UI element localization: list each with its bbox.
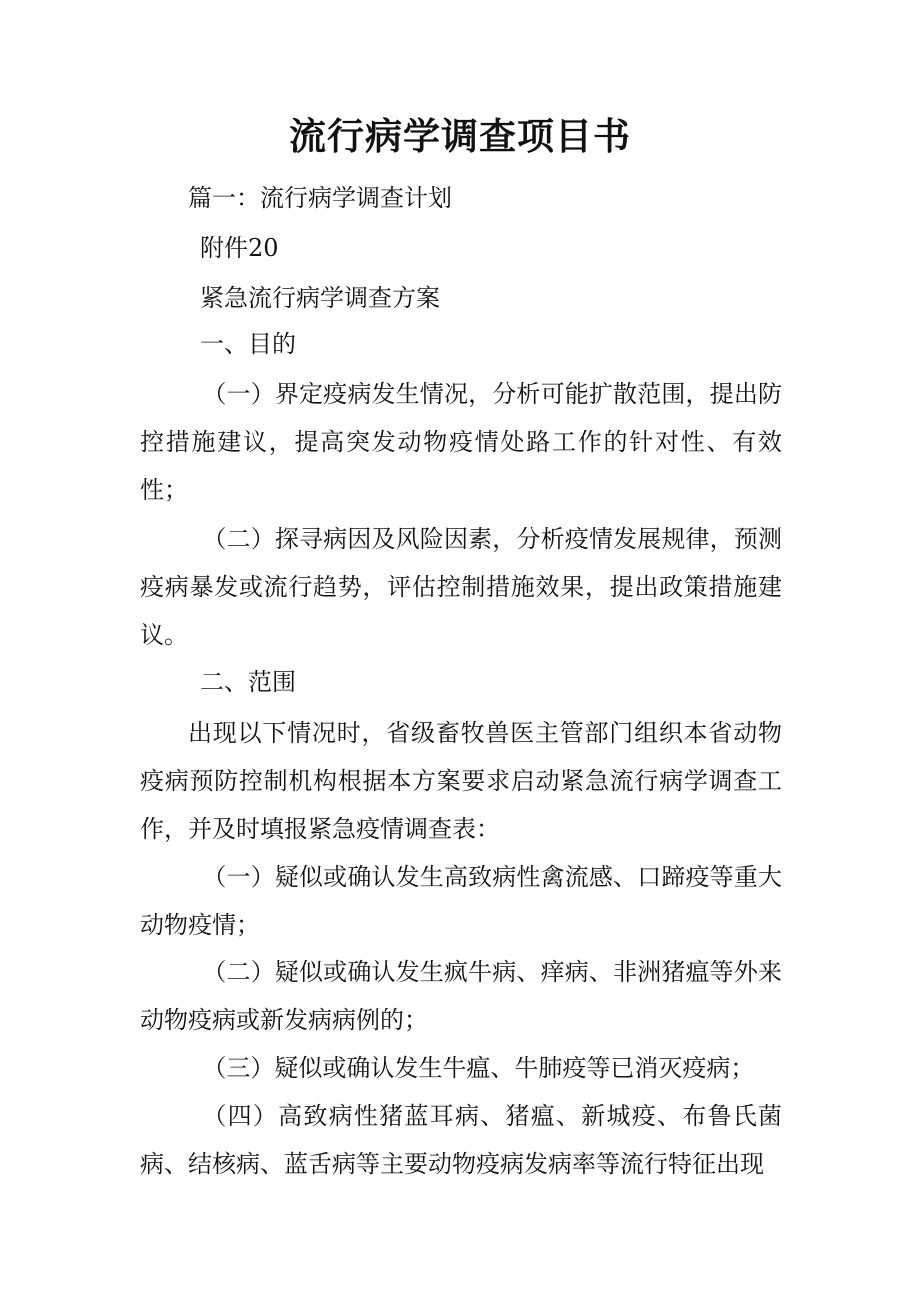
purpose-item-1: （一）界定疫病发生情况，分析可能扩散范围，提出防控措施建议，提高突发动物疫情处路工作的针对性、有效性；	[140, 380, 782, 504]
scope-item-3: （三）疑似或确认发生牛瘟、牛肺疫等已消灭疫病；	[202, 1054, 755, 1082]
scope-item-4: （四）高致病性猪蓝耳病、猪瘟、新城疫、布鲁氏菌病、结核病、蓝舌病等主要动物疫病发病率等流行特征出现	[140, 1102, 782, 1178]
scope-item-1: （一）疑似或确认发生高致病性禽流感、口蹄疫等重大动物疫情；	[140, 863, 782, 939]
purpose-item-2: （二）探寻病因及风险因素，分析疫情发展规律，预测疫病暴发或流行趋势，评估控制措施效果，提出政策措施建议。	[140, 525, 782, 649]
scope-heading: 二、范围	[200, 668, 296, 696]
attachment-label: 附件20	[200, 234, 279, 262]
section-heading: 篇一：流行病学调查计划	[188, 184, 452, 212]
plan-title: 紧急流行病学调查方案	[200, 284, 440, 312]
purpose-heading: 一、目的	[200, 330, 296, 358]
scope-item-2: （二）疑似或确认发生疯牛病、痒病、非洲猪瘟等外来动物疫病或新发病病例的；	[140, 958, 782, 1034]
document-title: 流行病学调查项目书	[289, 114, 631, 158]
scope-intro: 出现以下情况时，省级畜牧兽医主管部门组织本省动物疫病预防控制机构根据本方案要求启动紧急流行病学调查工作，并及时填报紧急疫情调查表：	[140, 719, 782, 843]
